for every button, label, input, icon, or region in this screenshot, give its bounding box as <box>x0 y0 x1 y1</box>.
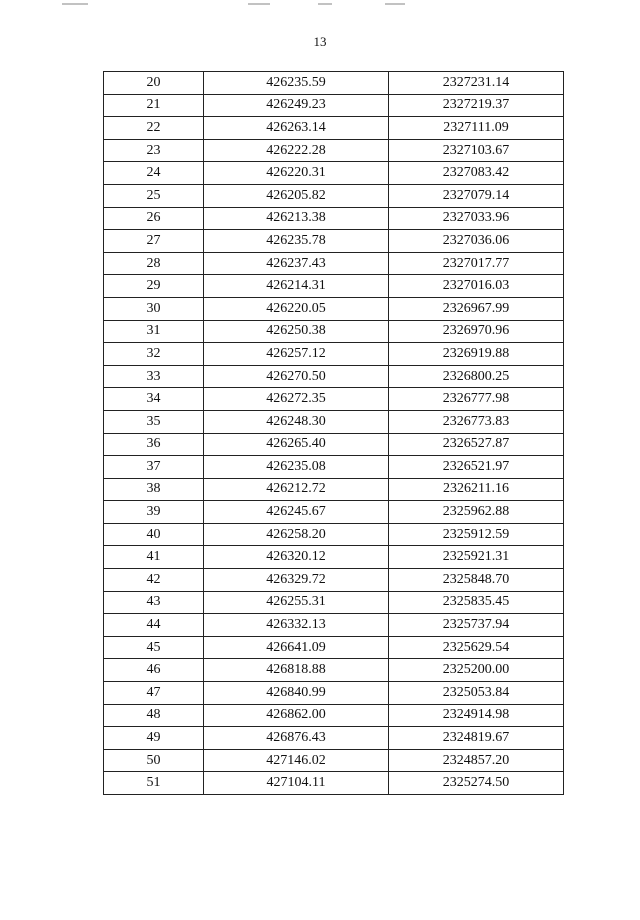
y-coordinate-cell: 2325737.94 <box>389 614 564 637</box>
x-coordinate-cell: 426235.08 <box>204 456 389 479</box>
x-coordinate-cell: 426862.00 <box>204 704 389 727</box>
point-number-cell: 41 <box>104 546 204 569</box>
y-coordinate-cell: 2326521.97 <box>389 456 564 479</box>
scan-artifact <box>385 3 405 5</box>
x-coordinate-cell: 426245.67 <box>204 501 389 524</box>
x-coordinate-cell: 426237.43 <box>204 252 389 275</box>
y-coordinate-cell: 2327083.42 <box>389 162 564 185</box>
point-number-cell: 39 <box>104 501 204 524</box>
point-number-cell: 28 <box>104 252 204 275</box>
y-coordinate-cell: 2325274.50 <box>389 772 564 795</box>
table-row <box>104 682 564 705</box>
table-row <box>104 320 564 343</box>
point-number-cell: 34 <box>104 388 204 411</box>
x-coordinate-cell: 426258.20 <box>204 523 389 546</box>
table-row <box>104 569 564 592</box>
y-coordinate-cell: 2327231.14 <box>389 72 564 95</box>
table-row <box>104 591 564 614</box>
y-coordinate-cell: 2327017.77 <box>389 252 564 275</box>
table-row <box>104 704 564 727</box>
x-coordinate-cell: 426205.82 <box>204 184 389 207</box>
y-coordinate-cell: 2325200.00 <box>389 659 564 682</box>
x-coordinate-cell: 426235.59 <box>204 72 389 95</box>
point-number-cell: 38 <box>104 478 204 501</box>
y-coordinate-cell: 2325962.88 <box>389 501 564 524</box>
x-coordinate-cell: 426263.14 <box>204 117 389 140</box>
table-row <box>104 139 564 162</box>
y-coordinate-cell: 2325921.31 <box>389 546 564 569</box>
point-number-cell: 23 <box>104 139 204 162</box>
table-row <box>104 749 564 772</box>
point-number-cell: 42 <box>104 569 204 592</box>
point-number-cell: 45 <box>104 636 204 659</box>
table-row <box>104 410 564 433</box>
x-coordinate-cell: 426272.35 <box>204 388 389 411</box>
table-row <box>104 614 564 637</box>
x-coordinate-cell: 426641.09 <box>204 636 389 659</box>
table-row <box>104 478 564 501</box>
y-coordinate-cell: 2326800.25 <box>389 365 564 388</box>
table-row <box>104 456 564 479</box>
x-coordinate-cell: 426255.31 <box>204 591 389 614</box>
y-coordinate-cell: 2326773.83 <box>389 410 564 433</box>
x-coordinate-cell: 426220.05 <box>204 297 389 320</box>
table-row <box>104 433 564 456</box>
point-number-cell: 50 <box>104 749 204 772</box>
table-row <box>104 501 564 524</box>
y-coordinate-cell: 2327036.06 <box>389 230 564 253</box>
point-number-cell: 32 <box>104 343 204 366</box>
point-number-cell: 43 <box>104 591 204 614</box>
table-row <box>104 297 564 320</box>
y-coordinate-cell: 2324857.20 <box>389 749 564 772</box>
point-number-cell: 46 <box>104 659 204 682</box>
y-coordinate-cell: 2325629.54 <box>389 636 564 659</box>
x-coordinate-cell: 426818.88 <box>204 659 389 682</box>
point-number-cell: 30 <box>104 297 204 320</box>
y-coordinate-cell: 2326970.96 <box>389 320 564 343</box>
x-coordinate-cell: 426235.78 <box>204 230 389 253</box>
point-number-cell: 47 <box>104 682 204 705</box>
point-number-cell: 21 <box>104 94 204 117</box>
x-coordinate-cell: 426212.72 <box>204 478 389 501</box>
table-row <box>104 207 564 230</box>
y-coordinate-cell: 2324914.98 <box>389 704 564 727</box>
point-number-cell: 25 <box>104 184 204 207</box>
table-row <box>104 343 564 366</box>
y-coordinate-cell: 2326527.87 <box>389 433 564 456</box>
y-coordinate-cell: 2325835.45 <box>389 591 564 614</box>
x-coordinate-cell: 427104.11 <box>204 772 389 795</box>
y-coordinate-cell: 2327079.14 <box>389 184 564 207</box>
y-coordinate-cell: 2326777.98 <box>389 388 564 411</box>
table-row <box>104 636 564 659</box>
point-number-cell: 27 <box>104 230 204 253</box>
point-number-cell: 40 <box>104 523 204 546</box>
table-row <box>104 727 564 750</box>
point-number-cell: 22 <box>104 117 204 140</box>
table-row <box>104 275 564 298</box>
y-coordinate-cell: 2326967.99 <box>389 297 564 320</box>
point-number-cell: 44 <box>104 614 204 637</box>
page-number: 13 <box>313 34 327 49</box>
coordinate-table <box>103 71 564 795</box>
coordinate-table-body <box>104 72 564 795</box>
x-coordinate-cell: 426320.12 <box>204 546 389 569</box>
y-coordinate-cell: 2325848.70 <box>389 569 564 592</box>
y-coordinate-cell: 2327033.96 <box>389 207 564 230</box>
table-row <box>104 94 564 117</box>
x-coordinate-cell: 426265.40 <box>204 433 389 456</box>
y-coordinate-cell: 2324819.67 <box>389 727 564 750</box>
scan-artifact <box>318 3 332 5</box>
x-coordinate-cell: 426876.43 <box>204 727 389 750</box>
table-row <box>104 72 564 95</box>
table-row <box>104 184 564 207</box>
table-row <box>104 772 564 795</box>
table-row <box>104 365 564 388</box>
x-coordinate-cell: 426249.23 <box>204 94 389 117</box>
table-row <box>104 546 564 569</box>
point-number-cell: 26 <box>104 207 204 230</box>
x-coordinate-cell: 426250.38 <box>204 320 389 343</box>
point-number-cell: 48 <box>104 704 204 727</box>
y-coordinate-cell: 2325912.59 <box>389 523 564 546</box>
point-number-cell: 36 <box>104 433 204 456</box>
point-number-cell: 20 <box>104 72 204 95</box>
point-number-cell: 29 <box>104 275 204 298</box>
scan-artifact <box>248 3 270 5</box>
point-number-cell: 31 <box>104 320 204 343</box>
table-row <box>104 659 564 682</box>
x-coordinate-cell: 426220.31 <box>204 162 389 185</box>
point-number-cell: 37 <box>104 456 204 479</box>
x-coordinate-cell: 427146.02 <box>204 749 389 772</box>
table-row <box>104 523 564 546</box>
y-coordinate-cell: 2326211.16 <box>389 478 564 501</box>
table-row <box>104 117 564 140</box>
point-number-cell: 51 <box>104 772 204 795</box>
table-row <box>104 230 564 253</box>
x-coordinate-cell: 426222.28 <box>204 139 389 162</box>
x-coordinate-cell: 426329.72 <box>204 569 389 592</box>
x-coordinate-cell: 426270.50 <box>204 365 389 388</box>
table-row <box>104 252 564 275</box>
y-coordinate-cell: 2327103.67 <box>389 139 564 162</box>
table-row <box>104 162 564 185</box>
point-number-cell: 49 <box>104 727 204 750</box>
x-coordinate-cell: 426214.31 <box>204 275 389 298</box>
x-coordinate-cell: 426840.99 <box>204 682 389 705</box>
y-coordinate-cell: 2326919.88 <box>389 343 564 366</box>
point-number-cell: 24 <box>104 162 204 185</box>
y-coordinate-cell: 2325053.84 <box>389 682 564 705</box>
table-row <box>104 388 564 411</box>
y-coordinate-cell: 2327111.09 <box>389 117 564 140</box>
point-number-cell: 35 <box>104 410 204 433</box>
point-number-cell: 33 <box>104 365 204 388</box>
y-coordinate-cell: 2327016.03 <box>389 275 564 298</box>
y-coordinate-cell: 2327219.37 <box>389 94 564 117</box>
scan-artifact <box>62 3 88 5</box>
x-coordinate-cell: 426332.13 <box>204 614 389 637</box>
x-coordinate-cell: 426213.38 <box>204 207 389 230</box>
x-coordinate-cell: 426257.12 <box>204 343 389 366</box>
x-coordinate-cell: 426248.30 <box>204 410 389 433</box>
